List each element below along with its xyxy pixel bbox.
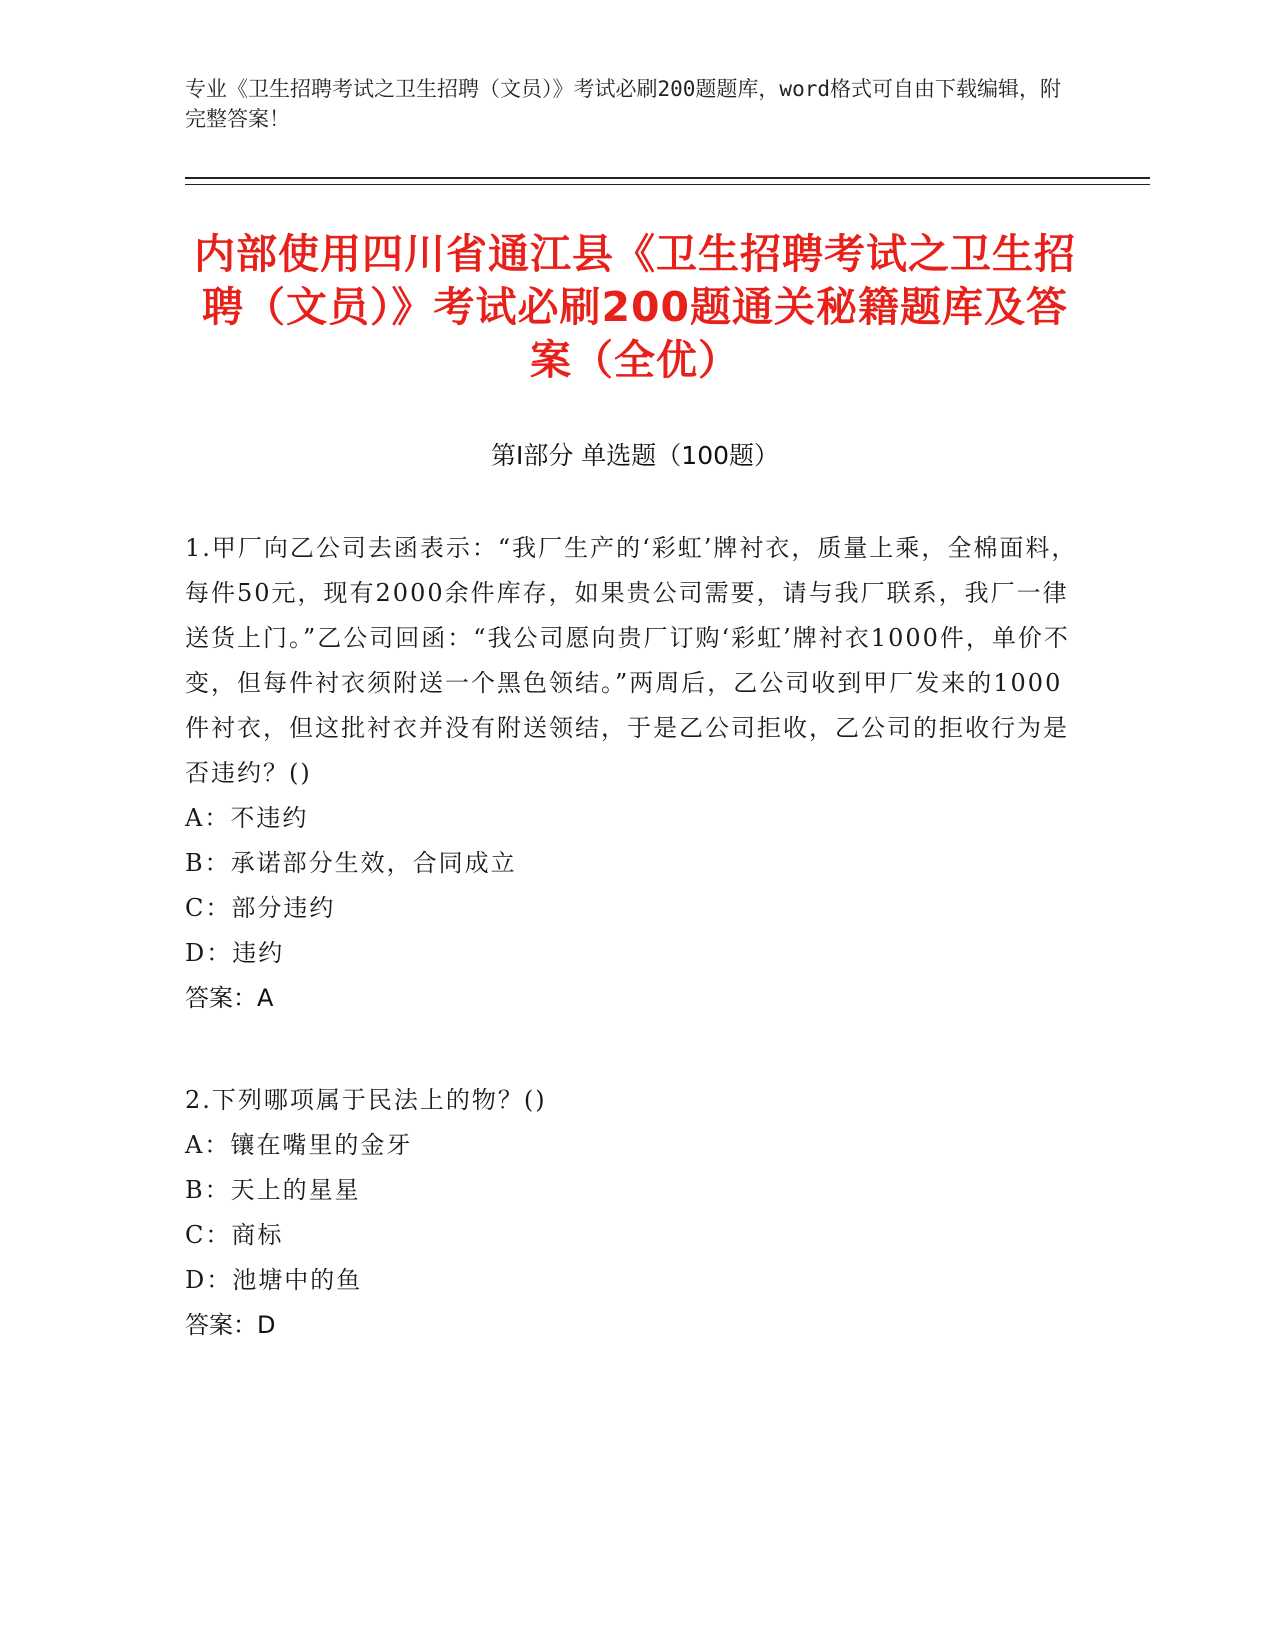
option-a: A：镶在嘴里的金牙 (185, 1131, 413, 1159)
question-text: 1.甲厂向乙公司去函表示：“我厂生产的‘彩虹’牌衬衣，质量上乘，全棉面料，每件50元，现有2000余件库存，如果贵公司需要，请与我厂联系，我厂一律送货上门。”乙公司回函：“我公司愿向贵厂订购‘彩虹’牌衬衣1000件，单价不变，但每件衬衣须附送一个黑色领结。”两周后，乙公司收到甲厂发来的1000件衬衣，但这批衬衣并没有附送领结，于是乙公司拒收，乙公司的拒收行为是否违约？() (185, 534, 1078, 787)
option-d: D：违约 (185, 939, 285, 967)
option-c: C：部分违约 (185, 894, 336, 922)
section-heading: 第Ⅰ部分 单选题（100题） (490, 441, 780, 470)
header-divider-thick (185, 177, 1150, 179)
option-c: C：商标 (185, 1221, 284, 1249)
document-title: 内部使用四川省通江县《卫生招聘考试之卫生招聘（文员）》考试必刷200题通关秘籍题库及答案（全优） (194, 230, 1076, 384)
question-text: 2.下列哪项属于民法上的物？() (185, 1086, 547, 1114)
header-note: 专业《卫生招聘考试之卫生招聘（文员）》考试必刷200题题库，word格式可自由下载编辑，附完整答案！ (185, 77, 1061, 131)
answer: 答案：D (185, 1311, 276, 1339)
option-b: B：承诺部分生效，合同成立 (185, 849, 517, 877)
option-b: B：天上的星星 (185, 1176, 361, 1204)
option-a: A：不违约 (185, 804, 309, 832)
question-1 (185, 526, 1085, 1021)
option-d: D：池塘中的鱼 (185, 1266, 363, 1294)
question-2 (185, 1078, 1085, 1348)
header-divider-thin (185, 184, 1150, 185)
answer: 答案：A (185, 984, 274, 1012)
